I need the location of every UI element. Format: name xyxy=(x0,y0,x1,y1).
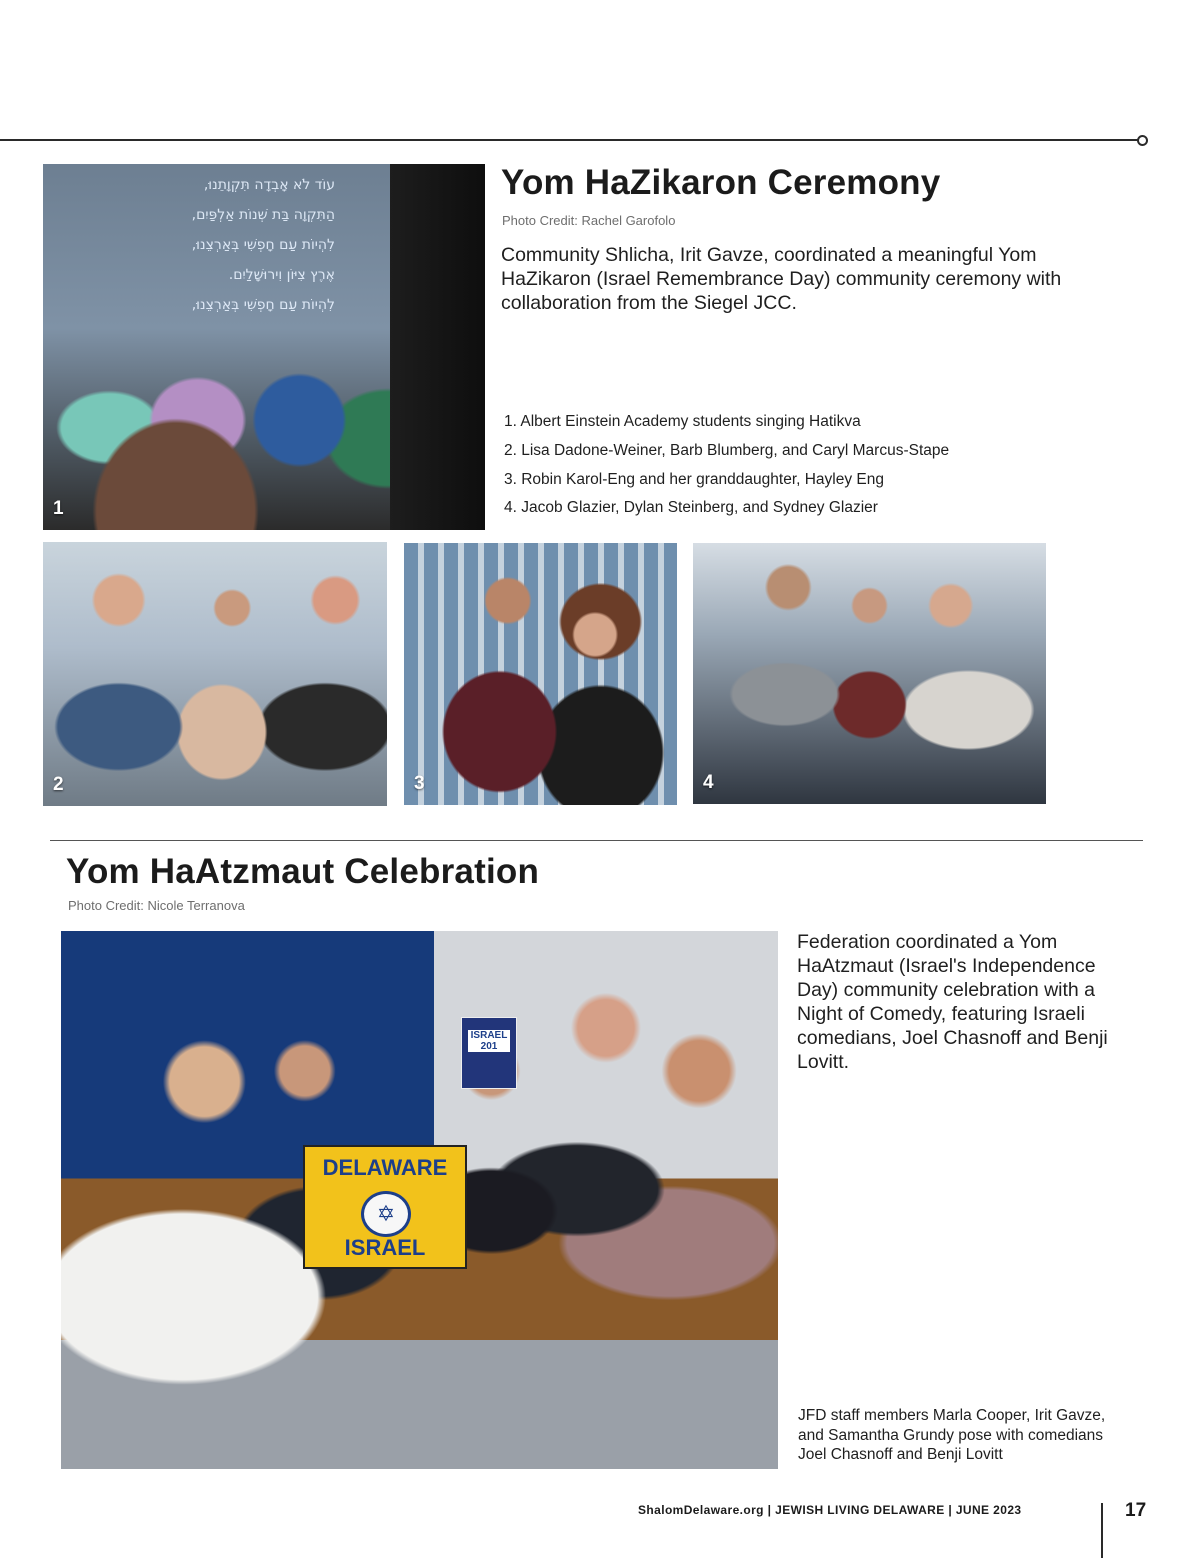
photo-1-students-singing xyxy=(43,164,485,530)
photo-caption: JFD staff members Marla Cooper, Irit Gavze, and Samantha Grundy pose with comedians Joel Chasnoff and Benji Lovitt xyxy=(798,1407,1106,1463)
lead-paragraph: Federation coordinated a Yom HaAtzmaut (Israel's Independence Day) community celebration with a Night of Comedy, featuring Israeli comedians, Joel Chasnoff and Benji Lovitt. xyxy=(797,931,1108,1073)
stage-curtain xyxy=(390,164,485,530)
book-cover xyxy=(461,1017,517,1089)
photo-number: 2 xyxy=(53,774,64,795)
screen-lyrics xyxy=(75,170,335,320)
caption-list-item: 2. Lisa Dadone-Weiner, Barb Blumberg, and Caryl Marcus-Stape xyxy=(504,442,950,459)
lead-paragraph: Community Shlicha, Irit Gavze, coordinated a meaningful Yom HaZikaron (Israel Remembrance Day) community ceremony with collaboration from the Siegel JCC. xyxy=(501,244,1062,314)
photo-number: 4 xyxy=(703,772,714,793)
page-number: 17 xyxy=(1125,1500,1147,1521)
screen-line: עוֹד לֹא אָבְדָה תִּקְוָתֵנוּ, xyxy=(203,177,335,193)
top-rule xyxy=(0,139,1140,141)
photo-3-grandmother-granddaughter xyxy=(404,543,677,805)
caption-list-item: 1. Albert Einstein Academy students singing Hatikva xyxy=(504,413,861,430)
sign-top-text: DELAWARE xyxy=(322,1155,448,1180)
top-rule-end-dot xyxy=(1137,135,1148,146)
photo-4-three-teens xyxy=(693,543,1046,804)
screen-line: הַתִּקְוָה בַּת שְׁנוֹת אַלְפַּיִם, xyxy=(191,207,335,223)
caption-list-item: 3. Robin Karol-Eng and her granddaughter, Hayley Eng xyxy=(504,471,884,488)
caption-list-item: 4. Jacob Glazier, Dylan Steinberg, and Sydney Glazier xyxy=(504,499,878,516)
photo-number: 3 xyxy=(414,773,425,794)
section-divider xyxy=(50,840,1143,841)
delaware-israel-sign xyxy=(303,1145,467,1269)
section-title: Yom HaZikaron Ceremony xyxy=(501,163,941,202)
photo-2-three-women xyxy=(43,542,387,806)
photo-credit: Photo Credit: Rachel Garofolo xyxy=(502,213,676,228)
screen-line: אֶרֶץ צִיּוֹן וִירוּשָׁלַיִם. xyxy=(228,267,335,283)
photo-group-celebration xyxy=(61,931,778,1469)
footer-masthead: ShalomDelaware.org | JEWISH LIVING DELAWARE | JUNE 2023 xyxy=(638,1503,1022,1517)
screen-line: לִהְיוֹת עַם חָפְשִׁי בְּאַרְצֵנוּ, xyxy=(191,297,335,313)
screen-line: לִהְיוֹת עַם חָפְשִׁי בְּאַרְצֵנוּ, xyxy=(191,237,335,253)
star-of-david-heart-icon: ✡ xyxy=(361,1191,411,1237)
photo-credit: Photo Credit: Nicole Terranova xyxy=(68,898,245,913)
photo-number: 1 xyxy=(53,498,64,519)
book-title: ISRAEL 201 xyxy=(468,1030,510,1052)
footer-divider xyxy=(1101,1503,1103,1558)
section-title: Yom HaAtzmaut Celebration xyxy=(66,852,540,891)
sign-bottom-text: ISRAEL xyxy=(344,1235,426,1260)
